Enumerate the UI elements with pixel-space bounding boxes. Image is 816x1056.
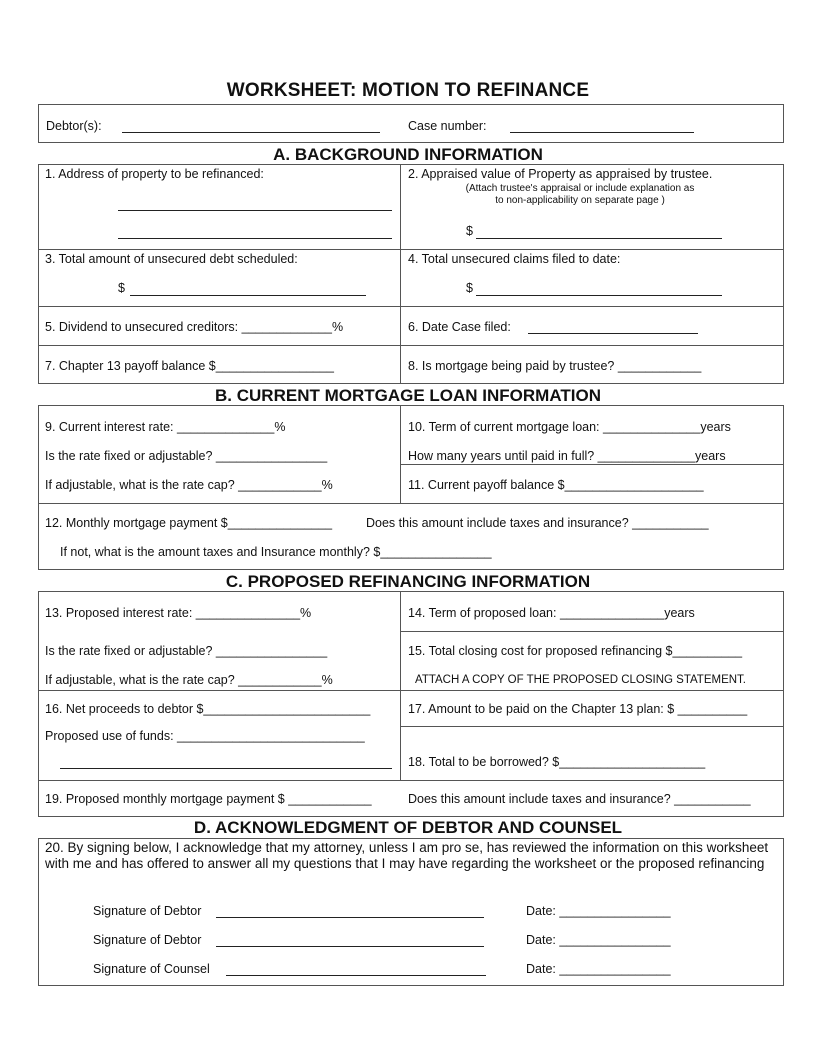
q19-label[interactable]: 19. Proposed monthly mortgage payment $ ____________ <box>45 792 372 806</box>
q5-label[interactable]: 5. Dividend to unsecured creditors: _____________% <box>45 320 344 334</box>
q3-label: 3. Total amount of unsecured debt scheduled: <box>45 252 298 266</box>
q7-label[interactable]: 7. Chapter 13 payoff balance $_________________ <box>45 359 334 373</box>
section-a-divider <box>400 164 401 384</box>
q16b-extra-line[interactable] <box>60 768 392 769</box>
section-b-row-divider <box>38 503 784 504</box>
section-b-row-divider <box>400 464 784 465</box>
section-c-heading: C. PROPOSED REFINANCING INFORMATION <box>225 572 591 591</box>
q3-value-field[interactable] <box>130 295 366 296</box>
q4-dollar: $ <box>466 281 473 295</box>
section-c-row-divider <box>400 726 784 727</box>
q10-label[interactable]: 10. Term of current mortgage loan: ______________years <box>408 420 731 434</box>
q2-value-field[interactable] <box>476 238 722 239</box>
case-number-label: Case number: <box>408 119 487 133</box>
q16b-label[interactable]: Proposed use of funds: ___________________________ <box>45 729 365 743</box>
q20-text: 20. By signing below, I acknowledge that my attorney, unless I am pro se, has reviewed the information on this worksheet with me and has offered to answer all my questions that I may have regarding the worksheet or the proposed refinancing <box>45 840 769 871</box>
q19b-label[interactable]: Does this amount include taxes and insurance? ___________ <box>408 792 751 806</box>
q1-label: 1. Address of property to be refinanced: <box>45 167 264 181</box>
section-a-row-divider <box>38 345 784 346</box>
q2-note-1: (Attach trustee's appraisal or include explanation as <box>465 183 695 194</box>
signature-counsel-field[interactable] <box>226 975 486 976</box>
q10b-label[interactable]: How many years until paid in full? ______________years <box>408 449 726 463</box>
signature-counsel-label: Signature of Counsel <box>93 962 210 976</box>
q17-label[interactable]: 17. Amount to be paid on the Chapter 13 plan: $ __________ <box>408 702 748 716</box>
q13-label[interactable]: 13. Proposed interest rate: _______________% <box>45 606 312 620</box>
section-a-row-divider <box>38 249 784 250</box>
q16-label[interactable]: 16. Net proceeds to debtor $________________________ <box>45 702 371 716</box>
q1-address-line-2[interactable] <box>118 238 392 239</box>
section-b-divider <box>400 405 401 503</box>
section-c-row-divider <box>38 690 784 691</box>
q2-dollar: $ <box>466 224 473 238</box>
section-c-row-divider <box>400 631 784 632</box>
q1-address-line-1[interactable] <box>118 210 392 211</box>
signature-debtor-1-label: Signature of Debtor <box>93 904 202 918</box>
section-b-heading: B. CURRENT MORTGAGE LOAN INFORMATION <box>215 386 601 405</box>
date-1-label[interactable]: Date: ________________ <box>526 904 671 918</box>
page-title: WORKSHEET: MOTION TO REFINANCE <box>226 80 590 101</box>
date-3-label[interactable]: Date: ________________ <box>526 962 671 976</box>
q2-note-2: to non-applicability on separate page ) <box>495 195 665 206</box>
q15-label[interactable]: 15. Total closing cost for proposed refinancing $__________ <box>408 644 743 658</box>
q8-label[interactable]: 8. Is mortgage being paid by trustee? ____________ <box>408 359 702 373</box>
section-c-row-divider <box>38 780 784 781</box>
q13c-label[interactable]: If adjustable, what is the rate cap? ____________% <box>45 673 333 687</box>
q6-label: 6. Date Case filed: <box>408 320 511 334</box>
q9b-label[interactable]: Is the rate fixed or adjustable? ________________ <box>45 449 328 463</box>
q4-label: 4. Total unsecured claims filed to date: <box>408 252 621 266</box>
date-2-label[interactable]: Date: ________________ <box>526 933 671 947</box>
q12c-label[interactable]: If not, what is the amount taxes and Insurance monthly? $________________ <box>60 545 492 559</box>
q13b-label[interactable]: Is the rate fixed or adjustable? ________________ <box>45 644 328 658</box>
q14-label[interactable]: 14. Term of proposed loan: _______________years <box>408 606 695 620</box>
q4-value-field[interactable] <box>476 295 722 296</box>
q12-label[interactable]: 12. Monthly mortgage payment $_______________ <box>45 516 333 530</box>
q6-date-field[interactable] <box>528 333 698 334</box>
q9c-label[interactable]: If adjustable, what is the rate cap? ____________% <box>45 478 333 492</box>
q12b-label[interactable]: Does this amount include taxes and insurance? ___________ <box>366 516 709 530</box>
section-a-heading: A. BACKGROUND INFORMATION <box>273 145 543 164</box>
q2-label: 2. Appraised value of Property as appraised by trustee. <box>408 167 713 181</box>
signature-debtor-2-label: Signature of Debtor <box>93 933 202 947</box>
case-number-field[interactable] <box>510 132 694 133</box>
q11-label[interactable]: 11. Current payoff balance $____________________ <box>408 478 704 492</box>
section-a-row-divider <box>38 306 784 307</box>
debtors-field[interactable] <box>122 132 380 133</box>
section-d-heading: D. ACKNOWLEDGMENT OF DEBTOR AND COUNSEL <box>193 818 623 837</box>
signature-debtor-1-field[interactable] <box>216 917 484 918</box>
debtors-label: Debtor(s): <box>46 119 102 133</box>
q3-dollar: $ <box>118 281 125 295</box>
signature-debtor-2-field[interactable] <box>216 946 484 947</box>
q18-label[interactable]: 18. Total to be borrowed? $_____________________ <box>408 755 706 769</box>
q9-label[interactable]: 9. Current interest rate: ______________% <box>45 420 286 434</box>
q15-note: ATTACH A COPY OF THE PROPOSED CLOSING STATEMENT. <box>415 674 747 686</box>
section-c-divider <box>400 591 401 780</box>
